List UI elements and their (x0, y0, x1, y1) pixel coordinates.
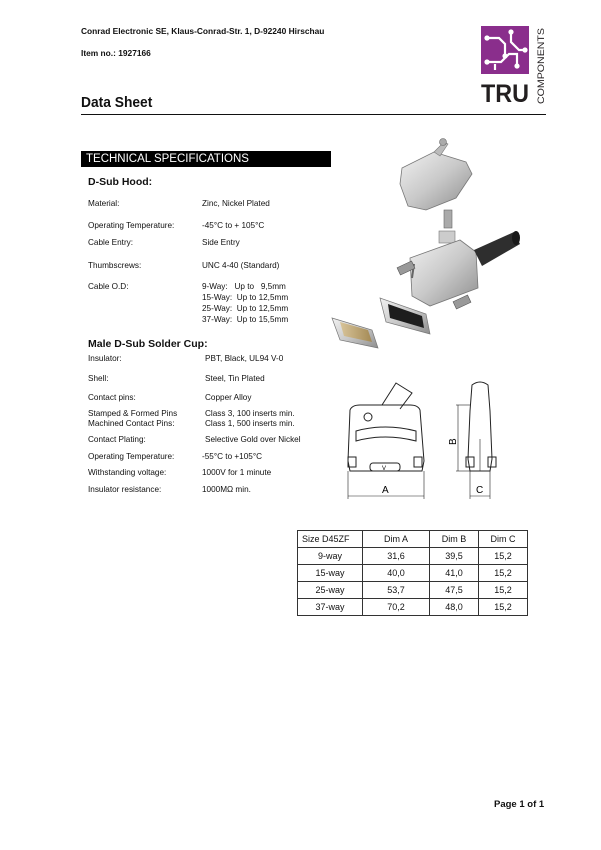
table-row (298, 599, 528, 616)
table-cell: 15-way (298, 565, 363, 582)
spec-label: Cable O.D: (88, 282, 129, 291)
table-row (298, 582, 528, 599)
table-header-row (298, 531, 528, 548)
page-number: Page 1 of 1 (494, 799, 545, 810)
table-cell: 15,2 (479, 548, 528, 565)
dim-b-label: B (448, 438, 459, 445)
table-header-cell: Size D45ZF (298, 531, 363, 548)
table-cell: 53,7 (363, 582, 430, 599)
table-header-cell: Dim C (479, 531, 528, 548)
table-cell: 15,2 (479, 599, 528, 616)
table-cell: 48,0 (430, 599, 479, 616)
table-cell: 15,2 (479, 565, 528, 582)
pin-marker: V (382, 466, 387, 472)
table-cell: 39,5 (430, 548, 479, 565)
dim-a-label: A (382, 485, 389, 496)
dim-c-label: C (476, 485, 484, 496)
spec-value: -45°C to + 105°C (202, 221, 265, 230)
spec-label: Machined Contact Pins: (88, 419, 175, 428)
table-cell: 40,0 (363, 565, 430, 582)
spec-label: Operating Temperature: (88, 221, 175, 230)
page-title: Data Sheet (81, 94, 153, 111)
section-title: TECHNICAL SPECIFICATIONS (81, 151, 331, 167)
spec-label: Shell: (88, 374, 109, 383)
tru-components-logo (481, 26, 547, 106)
table-cell: 25-way (298, 582, 363, 599)
spec-value: Side Entry (202, 238, 240, 247)
spec-label: Cable Entry: (88, 238, 134, 247)
spec-label: Operating Temperature: (88, 452, 175, 461)
spec-label: Insulator resistance: (88, 485, 162, 494)
hood-heading: D-Sub Hood: (88, 176, 153, 188)
item-number: Item no.: 1927166 (81, 48, 151, 58)
table-cell: 37-way (298, 599, 363, 616)
spec-label: Contact pins: (88, 393, 136, 402)
table-row (298, 565, 528, 582)
spec-value: Selective Gold over Nickel (205, 435, 301, 444)
spec-value: 1000MΩ min. (202, 485, 251, 494)
spec-value: 15-Way: Up to 12,5mm (202, 293, 289, 302)
table-cell: 47,5 (430, 582, 479, 599)
spec-value: 9-Way: Up to 9,5mm (202, 282, 286, 291)
spec-label: Withstanding voltage: (88, 468, 167, 477)
dimension-drawing (330, 375, 510, 503)
spec-label: Thumbscrews: (88, 261, 142, 270)
table-header-cell: Dim A (363, 531, 430, 548)
title-rule (81, 114, 546, 115)
spec-label: Stamped & Formed Pins (88, 409, 178, 418)
table-cell: 31,6 (363, 548, 430, 565)
spec-value: Class 1, 500 inserts min. (205, 419, 295, 428)
spec-label: Insulator: (88, 354, 122, 363)
table-row (298, 548, 528, 565)
table-header-cell: Dim B (430, 531, 479, 548)
table-cell: 15,2 (479, 582, 528, 599)
spec-value: 37-Way: Up to 15,5mm (202, 315, 289, 324)
spec-value: 25-Way: Up to 12,5mm (202, 304, 289, 313)
table-cell: 9-way (298, 548, 363, 565)
company-address: Conrad Electronic SE, Klaus-Conrad-Str. 1, D-92240 Hirschau (81, 26, 325, 36)
product-photo (326, 128, 526, 358)
spec-value: Zinc, Nickel Plated (202, 199, 270, 208)
logo-side-text: COMPONENTS (536, 39, 546, 104)
spec-value: -55°C to +105°C (202, 452, 263, 461)
spec-value: UNC 4-40 (Standard) (202, 261, 280, 270)
spec-label: Contact Plating: (88, 435, 146, 444)
spec-value: Copper Alloy (205, 393, 252, 402)
logo-text: TRU (481, 80, 529, 106)
spec-value: Class 3, 100 inserts min. (205, 409, 295, 418)
spec-value: 1000V for 1 minute (202, 468, 272, 477)
spec-value: PBT, Black, UL94 V-0 (205, 354, 284, 363)
dimension-table (297, 530, 528, 616)
spec-value: Steel, Tin Plated (205, 374, 265, 383)
table-cell: 70,2 (363, 599, 430, 616)
solder-cup-heading: Male D-Sub Solder Cup: (88, 338, 208, 350)
table-cell: 41,0 (430, 565, 479, 582)
spec-label: Material: (88, 199, 120, 208)
